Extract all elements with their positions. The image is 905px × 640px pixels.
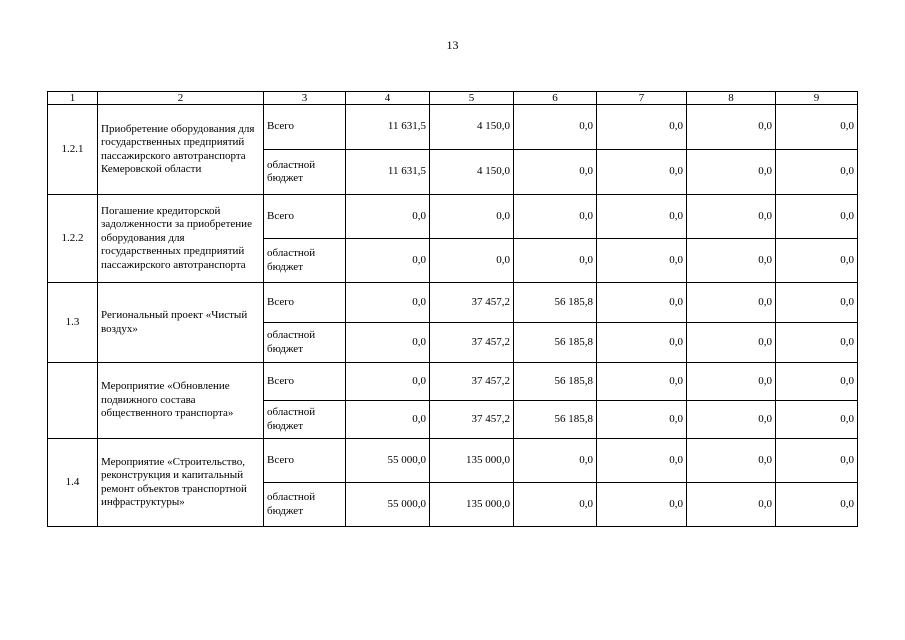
item-code: 1.2.2 bbox=[48, 195, 98, 283]
funding-source: областной бюджет bbox=[264, 239, 346, 283]
value-cell: 0,0 bbox=[514, 150, 597, 195]
table-row bbox=[48, 195, 858, 239]
item-name: Погашение кредиторской задолженности за приобретение оборудования для государственных предприятий пассажирского автотранспорта bbox=[98, 195, 264, 283]
value-cell: 37 457,2 bbox=[430, 283, 514, 323]
value-cell: 0,0 bbox=[514, 195, 597, 239]
item-name: Мероприятие «Строительство, реконструкция и капитальный ремонт объектов транспортной инфраструктуры» bbox=[98, 439, 264, 527]
value-cell: 0,0 bbox=[687, 195, 776, 239]
value-cell: 0,0 bbox=[776, 105, 858, 150]
funding-source: Всего bbox=[264, 283, 346, 323]
value-cell: 0,0 bbox=[687, 323, 776, 363]
column-header: 4 bbox=[346, 92, 430, 105]
value-cell: 0,0 bbox=[514, 483, 597, 527]
funding-source: Всего bbox=[264, 195, 346, 239]
value-cell: 0,0 bbox=[687, 439, 776, 483]
value-cell: 0,0 bbox=[776, 363, 858, 401]
item-code: 1.4 bbox=[48, 439, 98, 527]
value-cell: 37 457,2 bbox=[430, 323, 514, 363]
value-cell: 56 185,8 bbox=[514, 283, 597, 323]
column-header: 7 bbox=[597, 92, 687, 105]
column-header: 3 bbox=[264, 92, 346, 105]
funding-source: областной бюджет bbox=[264, 401, 346, 439]
value-cell: 0,0 bbox=[597, 439, 687, 483]
value-cell: 37 457,2 bbox=[430, 401, 514, 439]
value-cell: 135 000,0 bbox=[430, 483, 514, 527]
column-header: 2 bbox=[98, 92, 264, 105]
funding-source: областной бюджет bbox=[264, 483, 346, 527]
value-cell: 11 631,5 bbox=[346, 105, 430, 150]
value-cell: 0,0 bbox=[597, 283, 687, 323]
table-row bbox=[48, 105, 858, 150]
value-cell: 4 150,0 bbox=[430, 105, 514, 150]
item-code bbox=[48, 363, 98, 439]
value-cell: 0,0 bbox=[597, 323, 687, 363]
funding-source: Всего bbox=[264, 105, 346, 150]
column-header: 8 bbox=[687, 92, 776, 105]
value-cell: 0,0 bbox=[776, 150, 858, 195]
value-cell: 0,0 bbox=[776, 323, 858, 363]
value-cell: 0,0 bbox=[597, 105, 687, 150]
value-cell: 56 185,8 bbox=[514, 323, 597, 363]
table-row bbox=[48, 439, 858, 483]
funding-source: областной бюджет bbox=[264, 323, 346, 363]
item-code: 1.3 bbox=[48, 283, 98, 363]
value-cell: 0,0 bbox=[430, 195, 514, 239]
value-cell: 0,0 bbox=[346, 363, 430, 401]
budget-table bbox=[47, 91, 858, 527]
value-cell: 0,0 bbox=[776, 483, 858, 527]
value-cell: 56 185,8 bbox=[514, 401, 597, 439]
table-row bbox=[48, 283, 858, 323]
value-cell: 56 185,8 bbox=[514, 363, 597, 401]
value-cell: 0,0 bbox=[346, 239, 430, 283]
value-cell: 0,0 bbox=[430, 239, 514, 283]
value-cell: 0,0 bbox=[597, 150, 687, 195]
value-cell: 4 150,0 bbox=[430, 150, 514, 195]
value-cell: 0,0 bbox=[776, 401, 858, 439]
column-header: 9 bbox=[776, 92, 858, 105]
value-cell: 0,0 bbox=[687, 363, 776, 401]
value-cell: 0,0 bbox=[346, 283, 430, 323]
value-cell: 0,0 bbox=[687, 283, 776, 323]
table-header-row bbox=[48, 92, 858, 105]
item-name: Региональный проект «Чистый воздух» bbox=[98, 283, 264, 363]
value-cell: 0,0 bbox=[687, 483, 776, 527]
value-cell: 0,0 bbox=[687, 401, 776, 439]
value-cell: 0,0 bbox=[776, 439, 858, 483]
value-cell: 0,0 bbox=[597, 195, 687, 239]
value-cell: 0,0 bbox=[597, 239, 687, 283]
value-cell: 37 457,2 bbox=[430, 363, 514, 401]
value-cell: 0,0 bbox=[597, 363, 687, 401]
value-cell: 0,0 bbox=[597, 401, 687, 439]
funding-source: областной бюджет bbox=[264, 150, 346, 195]
value-cell: 0,0 bbox=[514, 105, 597, 150]
value-cell: 0,0 bbox=[776, 195, 858, 239]
value-cell: 0,0 bbox=[346, 401, 430, 439]
item-name: Приобретение оборудования для государственных предприятий пассажирского автотранспорта Кемеровской области bbox=[98, 105, 264, 195]
value-cell: 0,0 bbox=[687, 239, 776, 283]
funding-source: Всего bbox=[264, 439, 346, 483]
page-number: 13 bbox=[446, 38, 459, 52]
column-header: 6 bbox=[514, 92, 597, 105]
item-code: 1.2.1 bbox=[48, 105, 98, 195]
value-cell: 0,0 bbox=[776, 283, 858, 323]
column-header: 5 bbox=[430, 92, 514, 105]
value-cell: 0,0 bbox=[346, 323, 430, 363]
value-cell: 135 000,0 bbox=[430, 439, 514, 483]
value-cell: 0,0 bbox=[776, 239, 858, 283]
item-name: Мероприятие «Обновление подвижного состава общественного транспорта» bbox=[98, 363, 264, 439]
funding-source: Всего bbox=[264, 363, 346, 401]
value-cell: 0,0 bbox=[687, 105, 776, 150]
value-cell: 55 000,0 bbox=[346, 483, 430, 527]
value-cell: 0,0 bbox=[687, 150, 776, 195]
column-header: 1 bbox=[48, 92, 98, 105]
table-row bbox=[48, 363, 858, 401]
value-cell: 55 000,0 bbox=[346, 439, 430, 483]
value-cell: 0,0 bbox=[514, 439, 597, 483]
value-cell: 11 631,5 bbox=[346, 150, 430, 195]
value-cell: 0,0 bbox=[597, 483, 687, 527]
value-cell: 0,0 bbox=[346, 195, 430, 239]
value-cell: 0,0 bbox=[514, 239, 597, 283]
